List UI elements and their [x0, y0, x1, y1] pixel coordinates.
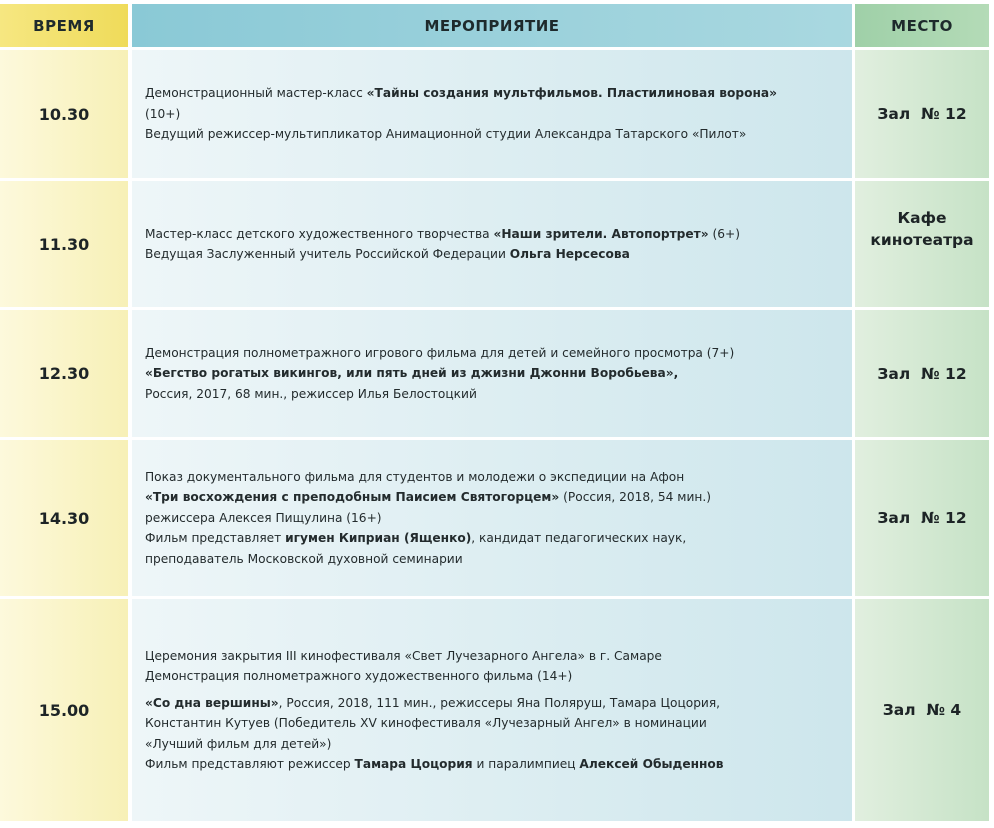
- row-3-place: Зал № 12: [855, 310, 989, 437]
- row-1-place: Зал № 12: [855, 50, 989, 178]
- header-event: МЕРОПРИЯТИЕ: [132, 4, 852, 47]
- header-time: ВРЕМЯ: [0, 4, 128, 47]
- row-5-time: 15.00: [0, 599, 128, 821]
- row-2-place: Кафе кинотеатра: [855, 181, 989, 307]
- row-4-time: 14.30: [0, 440, 128, 596]
- row-5-place: Зал № 4: [855, 599, 989, 821]
- row-1-time: 10.30: [0, 50, 128, 178]
- row-5-event: Церемония закрытия III кинофестиваля «Свет Лучезарного Ангела» в г. Самаре Демонстрация полнометражного художественного фильма (14+) «Со дна вершины», Россия, 2018, 111 мин., режиссеры Яна Поляруш, Тамара Цоцория, Константин Кутуев (Победитель XV кинофестиваля «Лучезарный Ангел» в номинации «Лучший фильм для детей») Фильм представляют режиссер Тамара Цоцория и паралимпиец Алексей Обыденнов: [132, 599, 852, 821]
- header-place: МЕСТО: [855, 4, 989, 47]
- row-4-place: Зал № 12: [855, 440, 989, 596]
- row-3-time: 12.30: [0, 310, 128, 437]
- row-2-time: 11.30: [0, 181, 128, 307]
- row-4-event: Показ документального фильма для студентов и молодежи о экспедиции на Афон «Три восхождения с преподобным Паисием Святогорцем» (Россия, 2018, 54 мин.) режиссера Алексея Пищулина (16+) Фильм представляет игумен Киприан (Ященко), кандидат педагогических наук, преподаватель Московской духовной семинарии: [132, 440, 852, 596]
- row-2-event: Мастер-класс детского художественного творчества «Наши зрители. Автопортрет» (6+) Ведущая Заслуженный учитель Российской Федерации Ольга Нерсесова: [132, 181, 852, 307]
- row-3-event: Демонстрация полнометражного игрового фильма для детей и семейного просмотра (7+) «Бегство рогатых викингов, или пять дней из джизни Джонни Воробьева», Россия, 2017, 68 мин., режиссер Илья Белостоцкий: [132, 310, 852, 437]
- row-1-event: Демонстрационный мастер-класс «Тайны создания мультфильмов. Пластилиновая ворона» (10+) Ведущий режиссер-мультипликатор Анимационной студии Александра Татарского «Пилот»: [132, 50, 852, 178]
